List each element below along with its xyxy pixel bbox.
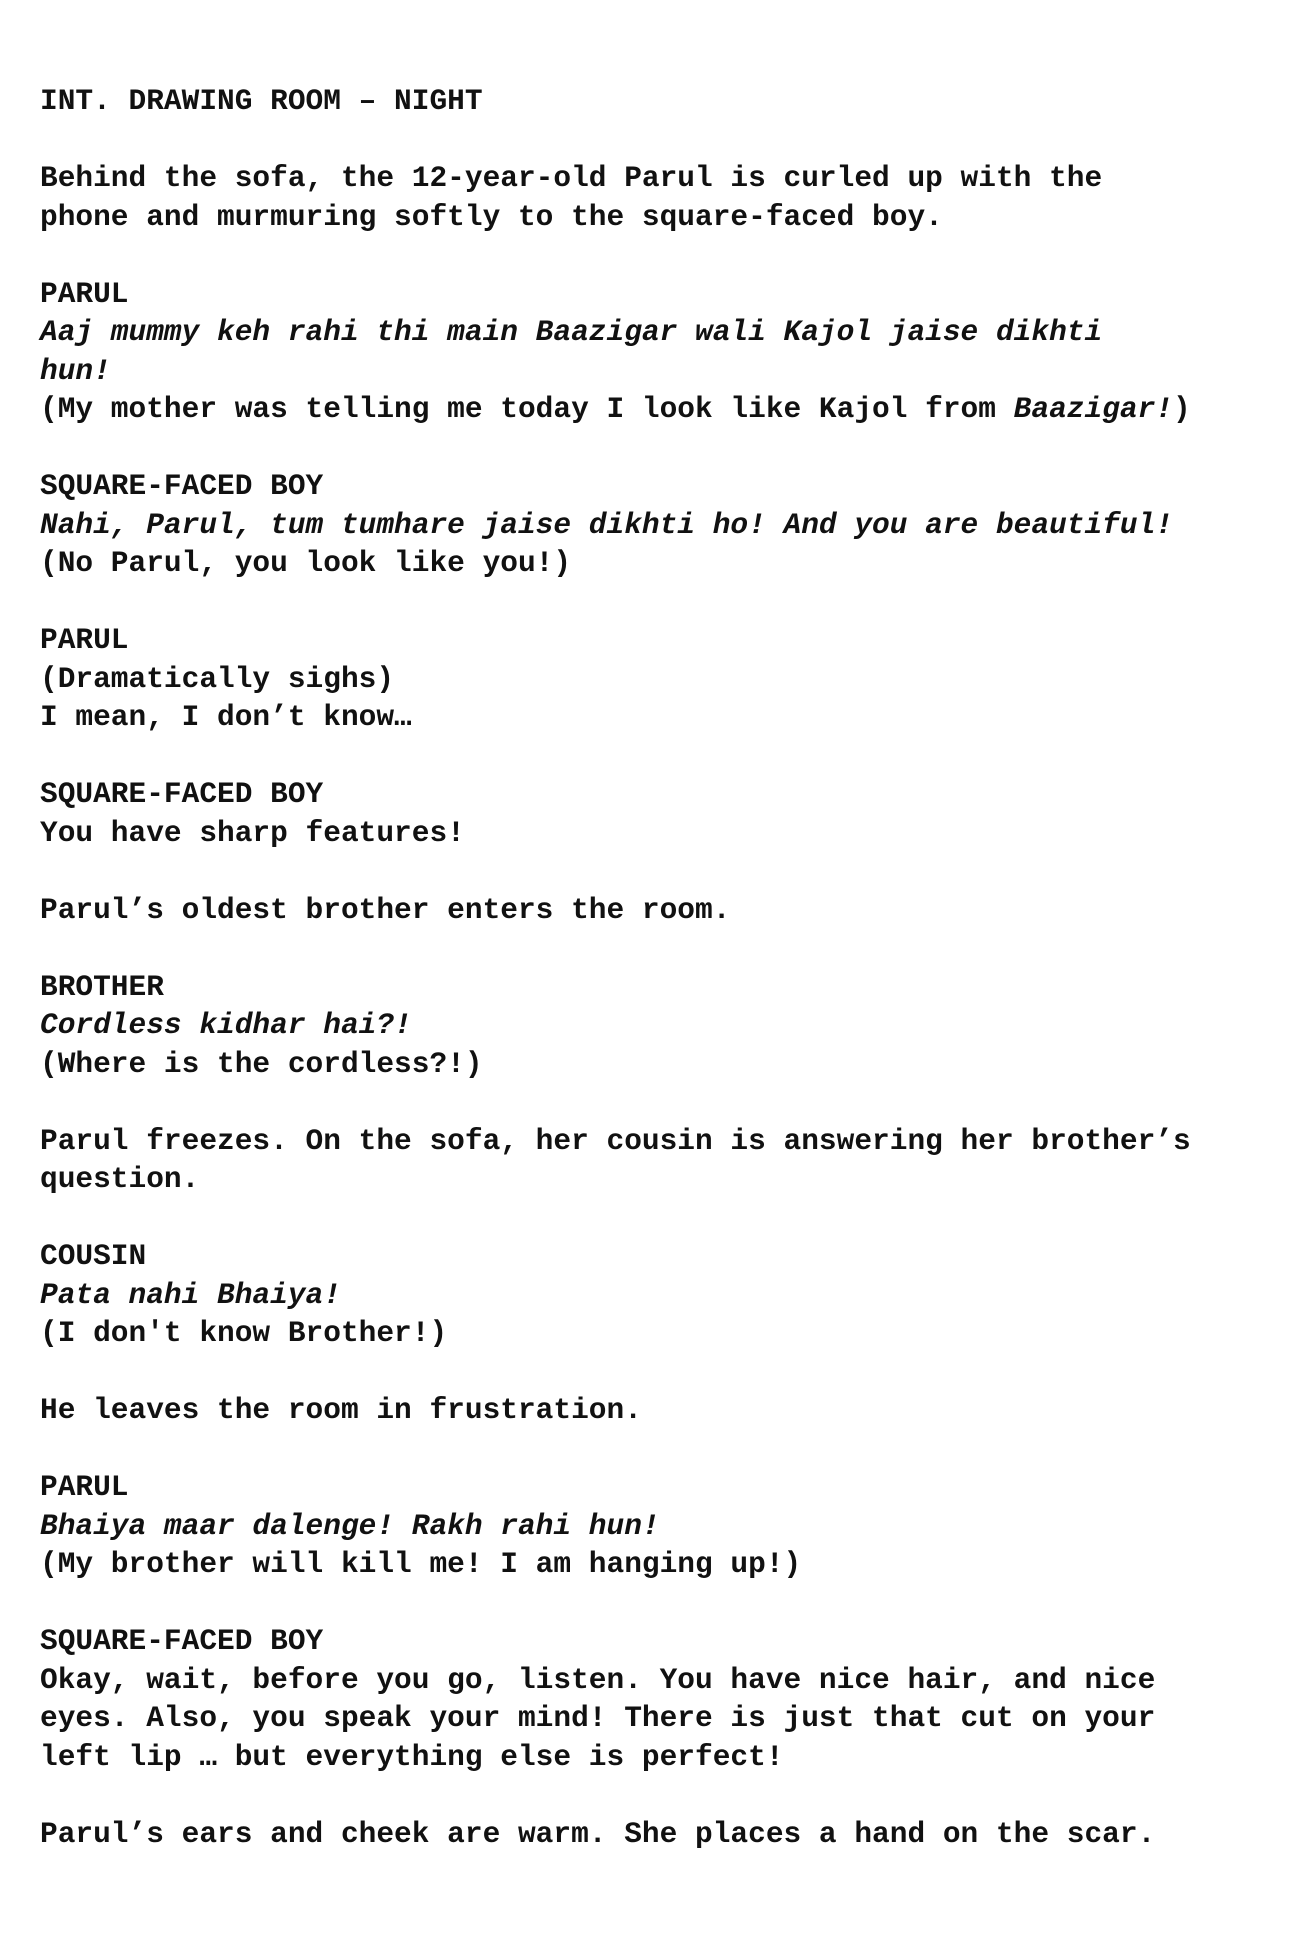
- dialogue-hindi: Aaj mummy keh rahi thi main Baazigar wali Kajol jaise dikhti: [40, 315, 1103, 349]
- dialogue: Okay, wait, before you go, listen. You have nice hair, and nice: [40, 1662, 1156, 1697]
- dialogue-translation: (Where is the cordless?!): [40, 1046, 483, 1081]
- character-name: PARUL: [40, 276, 129, 311]
- action-line: He leaves the room in frustration.: [40, 1393, 642, 1427]
- character-name: SQUARE-FACED BOY: [40, 777, 324, 811]
- spacer: [40, 1430, 1260, 1469]
- spacer: [40, 121, 1260, 160]
- spacer: [40, 852, 1260, 891]
- spacer: [40, 1776, 1260, 1815]
- action-block: [40, 159, 1260, 236]
- dialogue-translation: (My brother will kill me! I am hanging up!): [40, 1547, 802, 1581]
- action-line: phone and murmuring softly to the square-faced boy.: [40, 199, 943, 234]
- dialogue-translation: [40, 390, 1260, 429]
- spacer: [40, 737, 1260, 776]
- parenthetical: (Dramatically sighs): [40, 661, 395, 696]
- spacer: [40, 583, 1260, 622]
- action-line: question.: [40, 1162, 200, 1196]
- spacer: [40, 1083, 1260, 1122]
- spacer: [40, 236, 1260, 275]
- dialogue-hindi: hun!: [40, 353, 111, 388]
- dialogue: You have sharp features!: [40, 815, 465, 850]
- scene-heading: INT. DRAWING ROOM – NIGHT: [40, 84, 483, 118]
- character-name: PARUL: [40, 623, 129, 657]
- spacer: [40, 429, 1260, 468]
- translation-close: ): [1173, 392, 1191, 426]
- spacer: [40, 929, 1260, 968]
- dialogue-hindi: Bhaiya maar dalenge! Rakh rahi hun!: [40, 1508, 660, 1543]
- dialogue: left lip … but everything else is perfect!: [40, 1739, 784, 1774]
- dialogue-translation: (I don't know Brother!): [40, 1316, 448, 1350]
- spacer: [40, 1199, 1260, 1238]
- action-line: Parul’s ears and cheek are warm. She places a hand on the scar.: [40, 1816, 1156, 1851]
- action-line: Behind the sofa, the 12-year-old Parul is curled up with the: [40, 161, 1103, 195]
- character-name: PARUL: [40, 1470, 129, 1504]
- spacer: [40, 1584, 1260, 1623]
- dialogue-hindi: Pata nahi Bhaiya!: [40, 1277, 341, 1312]
- screenplay-page: [40, 82, 1260, 1853]
- character-name: COUSIN: [40, 1239, 147, 1273]
- dialogue: eyes. Also, you speak your mind! There is just that cut on your: [40, 1701, 1156, 1735]
- dialogue-translation: (No Parul, you look like you!): [40, 546, 572, 580]
- translation-text: (My mother was telling me today I look like Kajol from: [40, 392, 1014, 426]
- action-line: Parul freezes. On the sofa, her cousin is answering her brother’s: [40, 1123, 1191, 1158]
- character-name: SQUARE-FACED BOY: [40, 1624, 324, 1658]
- film-title: Baazigar!: [1013, 392, 1173, 426]
- dialogue-hindi: Nahi, Parul, tum tumhare jaise dikhti ho! And you are beautiful!: [40, 507, 1173, 542]
- action-line: Parul’s oldest brother enters the room.: [40, 892, 731, 927]
- character-name: BROTHER: [40, 969, 164, 1004]
- character-name: SQUARE-FACED BOY: [40, 469, 324, 503]
- spacer: [40, 1353, 1260, 1392]
- dialogue-hindi: Cordless kidhar hai?!: [40, 1008, 412, 1042]
- dialogue: I mean, I don’t know…: [40, 700, 412, 734]
